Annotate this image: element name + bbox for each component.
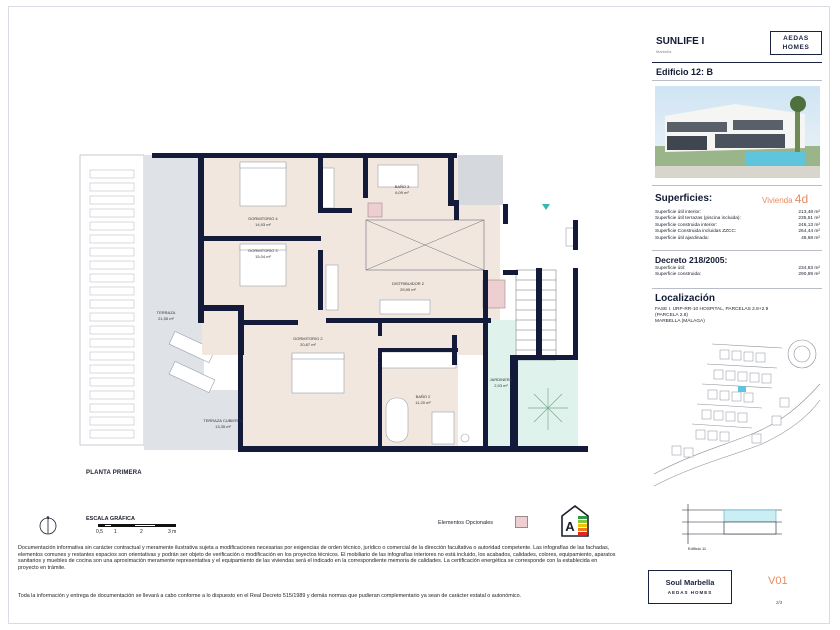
decree-value: 290,89 m² [798, 272, 820, 278]
surface-value: 213,48 m² [798, 210, 820, 215]
decree-title: Decreto 218/2005: [655, 255, 728, 265]
room-label: TERRAZA CUBIERTA [203, 418, 243, 423]
divider [652, 288, 822, 289]
room-label: BAÑO 2 [415, 394, 431, 399]
energy-class: A [565, 519, 575, 534]
project-subtitle: Marbella [656, 49, 672, 54]
floor-plan [78, 150, 588, 465]
optional-element-2 [368, 203, 382, 217]
decree-label: Superficie útil: [655, 266, 686, 271]
room-label: DORMITORIO 2 [293, 336, 323, 341]
surface-row [655, 236, 820, 242]
soul-subtitle: AEDAS HOMES [667, 590, 713, 595]
surface-label: Superficie útil interior: [655, 210, 702, 215]
surface-label: Superficie construida interior: [655, 222, 718, 228]
room-label: DORMITORIO 4 [248, 216, 278, 221]
surfaces-title: Superficies: [655, 193, 713, 204]
unit-type-code: 4d [794, 192, 809, 206]
brand-line-1: AEDAS [783, 35, 809, 42]
room-area: 2,93 m² [494, 383, 508, 388]
project-name: SUNLIFE I [656, 36, 705, 47]
decree-label: Superficie construida: [655, 272, 702, 278]
divider [652, 250, 822, 251]
location-line: FASE I. URP-RR-10 HOSPITAL, PARCELAS 2.8+2.9 [655, 307, 769, 312]
surface-value: 48,68 m² [801, 235, 820, 241]
decree-table [655, 266, 820, 279]
entrance-arrow-icon [542, 204, 550, 210]
surface-value: 235,51 m² [798, 216, 820, 222]
location-line: MARBELLA (MÁLAGA) [655, 319, 705, 325]
room-area: 29,90 m² [400, 287, 416, 292]
void-grey [458, 155, 503, 205]
room-label: JARDINERA [489, 377, 513, 382]
building-label: Edificio 12: B [656, 67, 714, 77]
version-label: V01 [768, 575, 788, 587]
location-line: (PARCELA 2.8) [655, 313, 688, 319]
surface-value: 264,44 m² [798, 229, 820, 235]
soul-title: Soul Marbella [665, 578, 715, 587]
optional-elements-swatch [515, 516, 528, 528]
scale-bar [98, 524, 176, 527]
plan-caption: PLANTA PRIMERA [86, 470, 142, 476]
pergola-slats [90, 170, 134, 438]
room-area: 11,20 m² [415, 400, 431, 405]
unit-type-label: Vivienda [762, 196, 793, 205]
site-map-highlight [738, 386, 746, 392]
bedroom2-fill [243, 310, 458, 450]
soul-marbella-logo [648, 570, 732, 604]
scale-tick: 0,5 [96, 529, 103, 535]
location-text [655, 307, 820, 326]
scale-tick: 1 [114, 529, 117, 535]
north-arrow-icon [38, 514, 58, 536]
surfaces-table [655, 210, 820, 242]
scale-title: ESCALA GRÁFICA [86, 516, 135, 522]
room-area: 13,35 m² [215, 424, 231, 429]
room-area: 21,55 m² [158, 316, 174, 321]
brand-logo [770, 31, 822, 55]
building-render-image [655, 86, 820, 178]
divider [652, 80, 822, 81]
site-map [652, 334, 822, 492]
disclaimer-legal: Toda la información y entrega de documentación se llevará a cabo conforme a lo dispuesto en el Real Decreto 515/1989 y demás normas que pudieran complementario ya sean de carácter estatal o autonómico. [18, 593, 522, 599]
surface-label: Superficie útil terrazas (piscina incluida): [655, 216, 741, 222]
hall-fill [364, 220, 484, 280]
location-title: Localización [655, 293, 716, 304]
surface-label: Superficie Construida incluidas ZZCC: [655, 229, 737, 235]
optional-elements-label: Elementos Opcionales [438, 520, 494, 526]
scale-tick: 2 [140, 529, 143, 535]
room-area: 20,87 m² [300, 342, 316, 347]
north-label: N [46, 515, 50, 520]
page-number: 2/3 [776, 600, 783, 605]
disclaimer-main: Documentación informativa sin carácter contractual y meramente ilustrativa sujeta a modificaciones necesarias por exigencias de orden técnico, jurídico o comercial de la dirección facultativa o autoridad competente. Las infografías de las fachadas, elementos comunes y restantes espacios son orientativas y podrán ser objeto de verificación o modificación en los proyectos técnicos. El mobiliario de las infografías interiores no está incluido, los acabados, calidades, colores, equipamiento, aparatos sanitarios y muebles de cocina son una aproximación meramente representativa y el equipamiento de las viviendas será el indicado en la correspondiente memoria de calidades. La certificación energética se corresponde con la establecida en proyecto en trámite. [18, 545, 616, 571]
room-label: TERRAZA [156, 310, 176, 315]
divider [652, 62, 822, 63]
decree-value: 234,83 m² [798, 266, 820, 271]
elevation-diagram [672, 500, 782, 548]
elevation-caption: Edificio 11 [688, 546, 707, 551]
scale-tick: 3 m [168, 529, 177, 535]
room-label: DORMITORIO 3 [248, 248, 278, 253]
surface-label: Superficie útil ajardinada: [655, 235, 709, 241]
divider [652, 185, 822, 186]
room-label: BAÑO 3 [394, 184, 410, 189]
energy-rating-icon [558, 504, 592, 538]
room-area: 14,93 m² [255, 222, 271, 227]
room-label: DISTRIBUIDOR 2 [391, 281, 425, 286]
brand-line-2: HOMES [782, 44, 810, 51]
room-area: 15,04 m² [255, 254, 271, 259]
unit-type [762, 192, 808, 206]
decree-row [655, 272, 820, 278]
room-label: 6,09 m² [395, 190, 409, 195]
surface-value: 246,13 m² [798, 222, 820, 228]
